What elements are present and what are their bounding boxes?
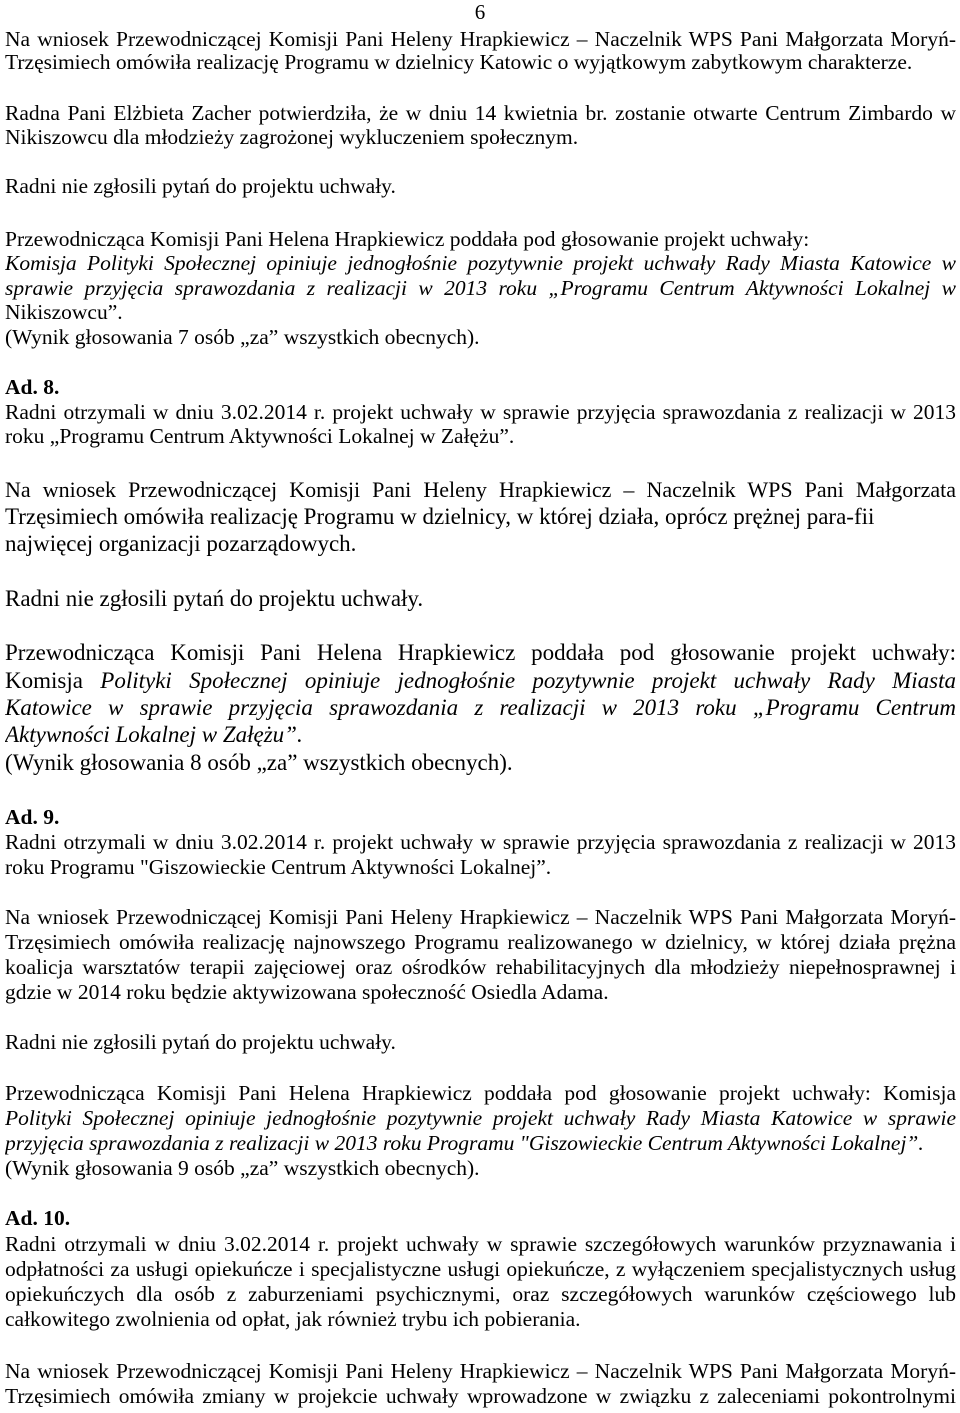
opinion-line	[5, 667, 956, 694]
opinion-line: przyjęcia sprawozdania z realizacji w 2013 roku Programu "Giszowieckie Centrum Aktywności Lokalnej”.	[5, 1131, 924, 1155]
opinion-line: Nikiszowcu”.	[5, 300, 123, 324]
request-line: Trzęsimiech omówiła realizację Programu w dzielnicy Katowic o wyjątkowym zabytkowym charakterze.	[5, 50, 913, 74]
opinion-line: sprawie przyjęcia sprawozdania z realizacji w 2013 roku „Programu Centrum Aktywności Lokalnej w	[5, 276, 956, 300]
no-questions-note: Radni nie zgłosili pytań do projektu uchwały.	[5, 586, 424, 611]
vote-result-line: (Wynik głosowania 9 osób „za” wszystkich obecnych).	[5, 1156, 480, 1180]
vote-result-line: (Wynik głosowania 8 osób „za” wszystkich obecnych).	[5, 750, 513, 775]
opinion-line: Aktywności Lokalnej w Załężu”.	[5, 722, 303, 747]
received-line: Radni otrzymali w dniu 3.02.2014 r. projekt uchwały w sprawie przyjęcia sprawozdania z realizacji w 2013	[5, 830, 956, 854]
request-line: Na wniosek Przewodniczącej Komisji Pani Heleny Hrapkiewicz – Naczelnik WPS Pani Małgorzata Moryń-	[5, 27, 956, 51]
opinion-line: Katowice w sprawie przyjęcia sprawozdania z realizacji w 2013 roku „Programu Centrum	[5, 695, 956, 720]
request-line: Trzęsimiech omówiła zmiany w projekcie uchwały wprowadzone w związku z zaleceniami pokontrolnymi	[5, 1384, 956, 1408]
no-questions-note: Radni nie zgłosili pytań do projektu uchwały.	[5, 1030, 396, 1054]
received-line: opiekuńczych dla osób z zaburzeniami psychicznymi, oraz szczegółowych warunków częściowego lub	[5, 1282, 956, 1306]
no-questions-note: Radni nie zgłosili pytań do projektu uchwały.	[5, 174, 396, 198]
received-line: Radni otrzymali w dniu 3.02.2014 r. projekt uchwały w sprawie przyjęcia sprawozdania z realizacji w 2013	[5, 400, 956, 424]
request-line: Trzęsimiech omówiła realizację najnowszego Programu realizowanego w dzielnicy, w której działa prężna	[5, 930, 956, 954]
request-line: Na wniosek Przewodniczącej Komisji Pani Heleny Hrapkiewicz – Naczelnik WPS Pani Małgorzata	[5, 477, 956, 502]
request-line: Trzęsimiech omówiła realizację Programu w dzielnicy, w której działa, oprócz prężnej para-fii	[5, 504, 875, 529]
page-number: 6	[474, 0, 486, 24]
request-line: Na wniosek Przewodniczącej Komisji Pani Heleny Hrapkiewicz – Naczelnik WPS Pani Małgorzata Moryń-	[5, 905, 956, 929]
vote-result-line: (Wynik głosowania 7 osób „za” wszystkich obecnych).	[5, 325, 480, 349]
request-line: gdzie w 2014 roku będzie aktywizowana społeczność Osiedla Adama.	[5, 980, 609, 1004]
agenda-item-heading: Ad. 9.	[5, 805, 60, 829]
request-line: najwięcej organizacji pozarządowych.	[5, 531, 357, 556]
agenda-item-heading: Ad. 10.	[5, 1206, 71, 1230]
remark-line: Radna Pani Elżbieta Zacher potwierdziła, że w dniu 14 kwietnia br. zostanie otwarte Centrum Zimbardo w	[5, 101, 956, 125]
received-line: roku „Programu Centrum Aktywności Lokalnej w Załężu”.	[5, 424, 515, 448]
received-line: odpłatności za usługi opiekuńcze i specjalistyczne usługi opiekuńcze, z wyłączeniem specjalistycznych usług	[5, 1257, 956, 1281]
opinion-lead-word: Komisja	[5, 668, 83, 693]
opinion-line: Komisja Polityki Społecznej opiniuje jednogłośnie pozytywnie projekt uchwały Rady Miasta Katowice w	[5, 251, 956, 275]
received-line: Radni otrzymali w dniu 3.02.2014 r. projekt uchwały w sprawie szczegółowych warunków przyznawania i	[5, 1232, 956, 1256]
opinion-line: Polityki Społecznej opiniuje jednogłośnie pozytywnie projekt uchwały Rady Miasta Katowice w sprawie	[5, 1106, 956, 1130]
received-line: całkowitego zwolnienia od opłat, jak również trybu ich pobierania.	[5, 1307, 581, 1331]
agenda-item-heading: Ad. 8.	[5, 375, 60, 399]
request-line: koalicja warsztatów terapii zajęciowej oraz ośrodków rehabilitacyjnych dla młodzieży niepełnosprawnej i	[5, 955, 956, 979]
opinion-text: Polityki Społecznej opiniuje jednogłośnie pozytywnie projekt uchwały Rady Miasta	[100, 668, 956, 693]
remark-line: Nikiszowcu dla młodzieży zagrożonej wykluczeniem społecznym.	[5, 125, 579, 149]
vote-intro-line: Przewodnicząca Komisji Pani Helena Hrapkiewicz poddała pod głosowanie projekt uchwały: Komisja	[5, 1081, 956, 1105]
vote-intro-line: Przewodnicząca Komisji Pani Helena Hrapkiewicz poddała pod głosowanie projekt uchwały:	[5, 640, 956, 665]
received-line: roku Programu "Giszowieckie Centrum Aktywności Lokalnej”.	[5, 855, 552, 879]
request-line: Na wniosek Przewodniczącej Komisji Pani Heleny Hrapkiewicz – Naczelnik WPS Pani Małgorzata Moryń-	[5, 1359, 956, 1383]
vote-intro-line: Przewodnicząca Komisji Pani Helena Hrapkiewicz poddała pod głosowanie projekt uchwały:	[5, 227, 810, 251]
